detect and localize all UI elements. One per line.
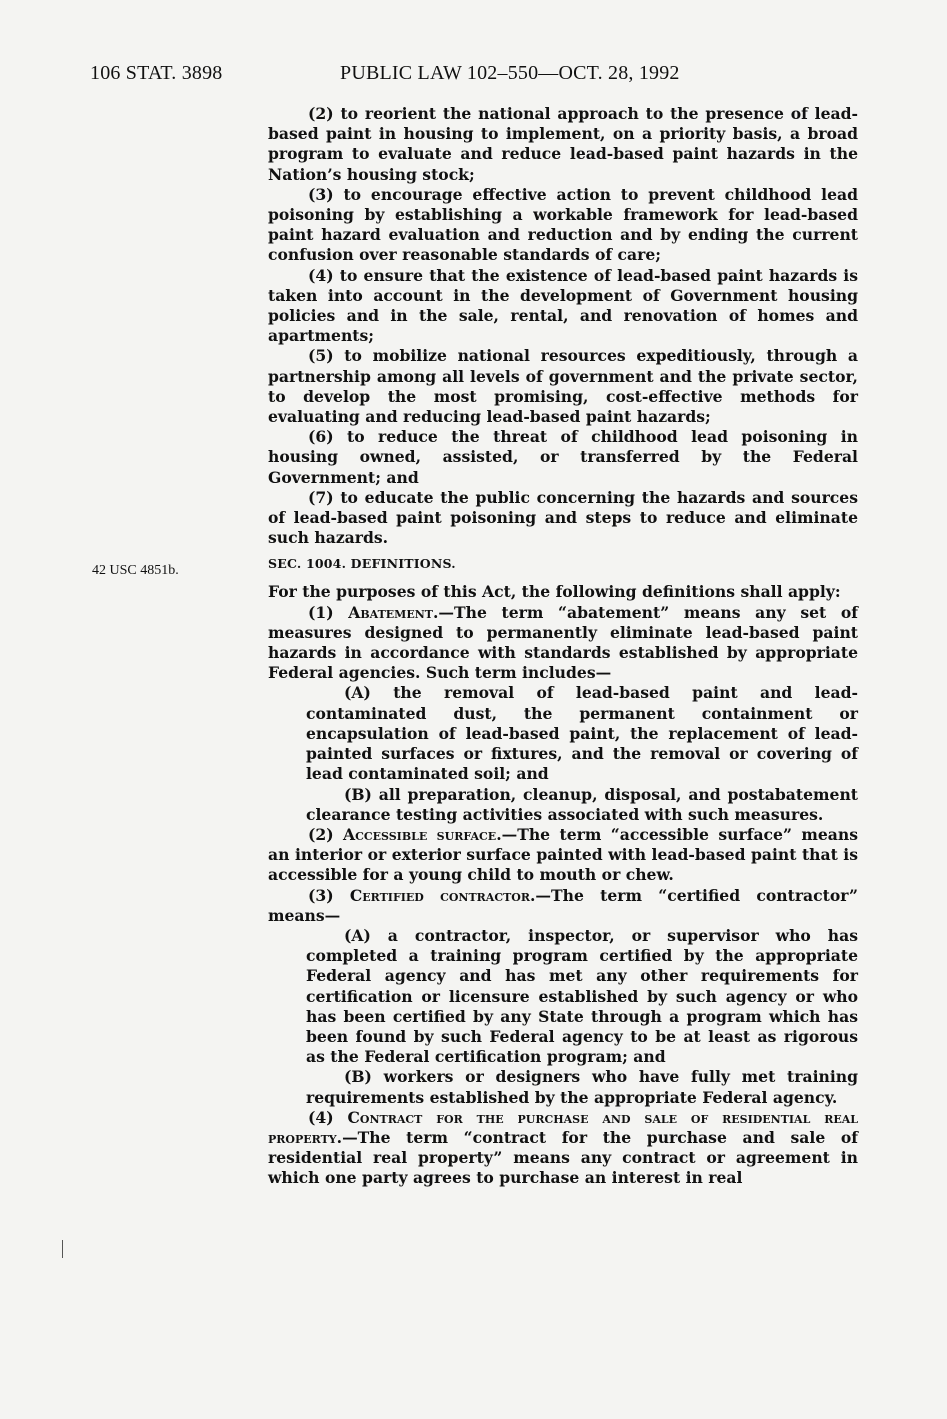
statute-page-number: 106 STAT. 3898: [90, 62, 223, 84]
purpose-7: (7) to educate the public concerning the hazards and sources of lead-based paint poisoning and steps to reduce and eliminate such hazards.: [268, 487, 858, 548]
purpose-5: (5) to mobilize national resources expeditiously, through a partnership among all levels of government and the private sector, to develop the most promising, cost-effective methods for evaluating and reducing lead-based paint hazards;: [268, 346, 858, 427]
definitions-intro: For the purposes of this Act, the following definitions shall apply:: [268, 582, 841, 602]
section-heading: SEC. 1004. DEFINITIONS.: [268, 556, 456, 572]
purpose-3: (3) to encourage effective action to prevent childhood lead poisoning by establishing a workable framework for lead-based paint hazard evaluation and reduction and by ending the current confusion over reasonable standards of care;: [268, 184, 858, 265]
definition-abatement-b: (B) all preparation, cleanup, disposal, and postabatement clearance testing activities associated with such measures.: [306, 784, 858, 824]
definition-abatement: (1) Abatement.—The term “abatement” means any set of measures designed to permanently eliminate lead-based paint hazards in accordance with standards established by appropriate Federal agencies. Such term includes—: [268, 602, 858, 683]
definition-certified-contractor-a: (A) a contractor, inspector, or supervisor who has completed a training program certified by the appropriate Federal agency and has met any other requirements for certification or licensure established by such agency or who has been certified by any State through a program which has been found by such Federal agency to be at least as rigorous as the Federal certification program; and: [306, 925, 858, 1067]
usc-margin-note: 42 USC 4851b.: [92, 563, 179, 578]
definition-contract-purchase-sale: (4) Contract for the purchase and sale of residential real property.—The term “contract for the purchase and sale of residential real property” means any contract or agreement in which one party agrees to purchase an interest in real: [268, 1107, 858, 1188]
purpose-6: (6) to reduce the threat of childhood lead poisoning in housing owned, assisted, or transferred by the Federal Government; and: [268, 427, 858, 487]
definition-certified-contractor-b: (B) workers or designers who have fully met training requirements established by the appropriate Federal agency.: [306, 1067, 858, 1107]
term-contract-purchase-sale: Contract for the purchase and sale of residential real property: [268, 1107, 858, 1147]
definition-accessible-surface: (2) Accessible surface.—The term “accessible surface” means an interior or exterior surface painted with lead-based paint that is accessible for a young child to mouth or chew.: [268, 824, 858, 885]
document-body: [268, 104, 858, 1189]
purpose-4: (4) to ensure that the existence of lead-based paint hazards is taken into account in the development of Government housing policies and in the sale, rental, and renovation of homes and apartments;: [268, 265, 858, 346]
law-title: PUBLIC LAW 102–550—OCT. 28, 1992: [340, 62, 680, 84]
term-certified-contractor: Certified contractor: [349, 885, 530, 905]
section-heading-row: [268, 548, 858, 582]
scan-mark: [62, 1240, 63, 1258]
definition-certified-contractor: (3) Certified contractor.—The term “certified contractor” means—: [268, 885, 858, 925]
term-accessible-surface: Accessible surface: [343, 824, 497, 844]
purpose-2: (2) to reorient the national approach to the presence of lead-based paint in housing to implement, on a priority basis, a broad program to evaluate and reduce lead-based paint hazards in the Nation’s housing stock;: [268, 104, 858, 184]
definition-abatement-a: (A) the removal of lead-based paint and lead-contaminated dust, the permanent containment or encapsulation of lead-based paint, the replacement of lead-painted surfaces or fixtures, and the removal or covering of lead contaminated soil; and: [306, 683, 858, 784]
term-abatement: Abatement: [348, 602, 433, 622]
